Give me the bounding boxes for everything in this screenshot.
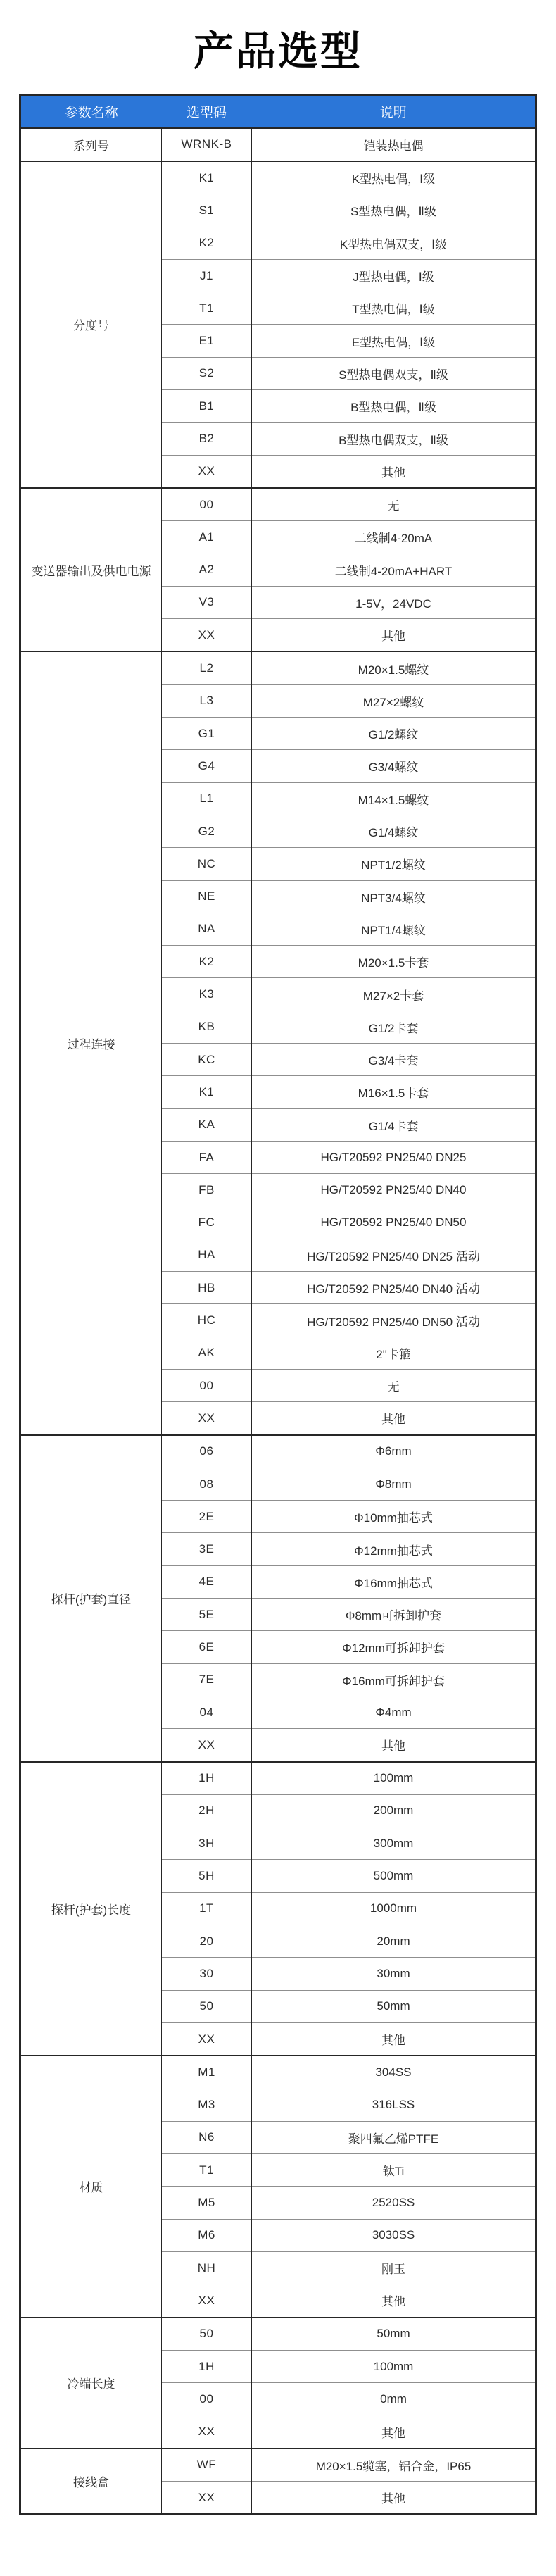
description-cell: M20×1.5螺纹 (252, 651, 536, 684)
description-cell: Φ16mm抽芯式 (252, 1565, 536, 1598)
description-cell: G1/2螺纹 (252, 718, 536, 750)
description-cell: NPT1/4螺纹 (252, 913, 536, 945)
description-cell: K型热电偶，Ⅰ级 (252, 161, 536, 194)
description-cell: M27×2螺纹 (252, 684, 536, 717)
description-cell: Φ10mm抽芯式 (252, 1501, 536, 1533)
description-cell: NPT1/2螺纹 (252, 848, 536, 880)
description-cell: G1/2卡套 (252, 1011, 536, 1043)
description-cell: 1000mm (252, 1892, 536, 1925)
selection-code-cell: KA (162, 1108, 252, 1141)
table-row (20, 488, 536, 521)
selection-code-cell: V3 (162, 586, 252, 618)
table-container (19, 94, 537, 2516)
description-cell: 其他 (252, 2284, 536, 2318)
selection-code-cell: XX (162, 2284, 252, 2318)
description-cell: Φ16mm可拆卸护套 (252, 1663, 536, 1696)
selection-code-cell: FB (162, 1174, 252, 1206)
selection-code-cell: XX (162, 1402, 252, 1435)
description-cell: 无 (252, 1369, 536, 1401)
selection-code-cell: G2 (162, 815, 252, 847)
table-row (20, 1435, 536, 1468)
selection-code-cell: XX (162, 2482, 252, 2515)
description-cell: 3030SS (252, 2219, 536, 2251)
selection-code-cell: M3 (162, 2089, 252, 2121)
table-row (20, 651, 536, 684)
selection-code-cell: 00 (162, 2383, 252, 2415)
selection-code-cell: A1 (162, 521, 252, 554)
description-cell: 二线制4-20mA+HART (252, 554, 536, 586)
selection-code-cell: 1H (162, 1762, 252, 1795)
selection-code-cell: 4E (162, 1565, 252, 1598)
description-cell: 0mm (252, 2383, 536, 2415)
description-cell: 聚四氟乙烯PTFE (252, 2121, 536, 2153)
description-cell: 300mm (252, 1827, 536, 1860)
description-cell: Φ12mm可拆卸护套 (252, 1631, 536, 1663)
selection-code-cell: HB (162, 1272, 252, 1304)
description-cell: G3/4螺纹 (252, 750, 536, 782)
description-cell: Φ8mm可拆卸护套 (252, 1599, 536, 1631)
selection-code-cell: 06 (162, 1435, 252, 1468)
table-row (20, 1762, 536, 1795)
table-row (20, 161, 536, 194)
selection-code-cell: M5 (162, 2187, 252, 2219)
description-cell: 其他 (252, 619, 536, 652)
description-cell: 50mm (252, 2318, 536, 2351)
header-param-name: 参数名称 (20, 94, 162, 128)
description-cell: HG/T20592 PN25/40 DN40 活动 (252, 1272, 536, 1304)
selection-code-cell: 20 (162, 1925, 252, 1958)
description-cell: B型热电偶双支，Ⅱ级 (252, 423, 536, 455)
description-cell: B型热电偶，Ⅱ级 (252, 390, 536, 423)
description-cell: 其他 (252, 2022, 536, 2056)
description-cell: 无 (252, 488, 536, 521)
description-cell: 500mm (252, 1860, 536, 1892)
param-name-cell: 过程连接 (20, 651, 162, 1434)
selection-code-cell: 3H (162, 1827, 252, 1860)
selection-code-cell: XX (162, 455, 252, 488)
page-title: 产品选型 (194, 29, 362, 74)
header-selection-code: 选型码 (162, 94, 252, 128)
description-cell: 100mm (252, 1762, 536, 1795)
selection-code-cell: 5H (162, 1860, 252, 1892)
description-cell: 30mm (252, 1958, 536, 1990)
description-cell: G1/4卡套 (252, 1108, 536, 1141)
table-row (20, 128, 536, 161)
selection-code-cell: B1 (162, 390, 252, 423)
param-name-cell: 系列号 (20, 128, 162, 161)
description-cell: Φ6mm (252, 1435, 536, 1468)
description-cell: NPT3/4螺纹 (252, 880, 536, 913)
description-cell: HG/T20592 PN25/40 DN40 (252, 1174, 536, 1206)
selection-code-cell: KB (162, 1011, 252, 1043)
description-cell: 二线制4-20mA (252, 521, 536, 554)
selection-code-cell: 2H (162, 1794, 252, 1827)
selection-code-cell: T1 (162, 292, 252, 325)
selection-code-cell: FA (162, 1141, 252, 1173)
selection-code-cell: T1 (162, 2154, 252, 2187)
selection-code-cell: K3 (162, 978, 252, 1011)
selection-code-cell: 1T (162, 1892, 252, 1925)
description-cell: E型热电偶，Ⅰ级 (252, 325, 536, 357)
selection-code-cell: XX (162, 2415, 252, 2449)
selection-code-cell: L3 (162, 684, 252, 717)
description-cell: 其他 (252, 1729, 536, 1762)
description-cell: Φ8mm (252, 1468, 536, 1500)
description-cell: S型热电偶双支，Ⅱ级 (252, 357, 536, 389)
selection-code-cell: 6E (162, 1631, 252, 1663)
selection-code-cell: M6 (162, 2219, 252, 2251)
selection-code-cell: E1 (162, 325, 252, 357)
selection-code-cell: 2E (162, 1501, 252, 1533)
description-cell: M16×1.5卡套 (252, 1076, 536, 1108)
selection-code-cell: WF (162, 2449, 252, 2482)
description-cell: K型热电偶双支，Ⅰ级 (252, 227, 536, 259)
selection-code-cell: 7E (162, 1663, 252, 1696)
param-name-cell: 变送器输出及供电电源 (20, 488, 162, 651)
description-cell: 刚玉 (252, 2251, 536, 2284)
description-cell: 其他 (252, 1402, 536, 1435)
description-cell: 其他 (252, 455, 536, 488)
selection-code-cell: K2 (162, 227, 252, 259)
selection-code-cell: 00 (162, 488, 252, 521)
selection-code-cell: L2 (162, 651, 252, 684)
selection-code-cell: B2 (162, 423, 252, 455)
selection-code-cell: M1 (162, 2056, 252, 2089)
selection-code-cell: FC (162, 1206, 252, 1239)
description-cell: 316LSS (252, 2089, 536, 2121)
param-name-cell: 分度号 (20, 161, 162, 488)
description-cell: 铠装热电偶 (252, 128, 536, 161)
param-name-cell: 接线盒 (20, 2449, 162, 2515)
description-cell: J型热电偶，Ⅰ级 (252, 259, 536, 292)
description-cell: G1/4螺纹 (252, 815, 536, 847)
description-cell: HG/T20592 PN25/40 DN25 活动 (252, 1239, 536, 1271)
selection-code-cell: N6 (162, 2121, 252, 2153)
selection-code-cell: K2 (162, 946, 252, 978)
description-cell: M27×2卡套 (252, 978, 536, 1011)
selection-code-cell: 5E (162, 1599, 252, 1631)
description-cell: S型热电偶，Ⅱ级 (252, 194, 536, 227)
description-cell: 2520SS (252, 2187, 536, 2219)
selection-code-cell: XX (162, 2022, 252, 2056)
selection-code-cell: AK (162, 1337, 252, 1369)
description-cell: M14×1.5螺纹 (252, 782, 536, 815)
selection-code-cell: WRNK-B (162, 128, 252, 161)
selection-code-cell: S2 (162, 357, 252, 389)
selection-code-cell: J1 (162, 259, 252, 292)
description-cell: 1-5V，24VDC (252, 586, 536, 618)
table-header-row (20, 94, 536, 128)
selection-code-cell: 30 (162, 1958, 252, 1990)
param-name-cell: 冷端长度 (20, 2318, 162, 2449)
selection-code-cell: XX (162, 619, 252, 652)
description-cell: HG/T20592 PN25/40 DN50 (252, 1206, 536, 1239)
selection-code-cell: K1 (162, 161, 252, 194)
selection-code-cell: L1 (162, 782, 252, 815)
description-cell: Φ12mm抽芯式 (252, 1533, 536, 1565)
selection-code-cell: 00 (162, 1369, 252, 1401)
description-cell: T型热电偶，Ⅰ级 (252, 292, 536, 325)
param-name-cell: 探杆(护套)直径 (20, 1435, 162, 1762)
selection-code-cell: 50 (162, 2318, 252, 2351)
selection-code-cell: HA (162, 1239, 252, 1271)
description-cell: 50mm (252, 1990, 536, 2022)
description-cell: M20×1.5卡套 (252, 946, 536, 978)
selection-code-cell: A2 (162, 554, 252, 586)
selection-code-cell: G1 (162, 718, 252, 750)
description-cell: 其他 (252, 2415, 536, 2449)
description-cell: 200mm (252, 1794, 536, 1827)
selection-table-body (20, 128, 536, 2515)
selection-code-cell: K1 (162, 1076, 252, 1108)
description-cell: 钛Ti (252, 2154, 536, 2187)
selection-code-cell: 50 (162, 1990, 252, 2022)
description-cell: G3/4卡套 (252, 1044, 536, 1076)
selection-code-cell: KC (162, 1044, 252, 1076)
param-name-cell: 探杆(护套)长度 (20, 1762, 162, 2056)
selection-code-cell: XX (162, 1729, 252, 1762)
selection-code-cell: 08 (162, 1468, 252, 1500)
description-cell: HG/T20592 PN25/40 DN25 (252, 1141, 536, 1173)
selection-code-cell: HC (162, 1304, 252, 1337)
selection-code-cell: 1H (162, 2350, 252, 2382)
selection-code-cell: 3E (162, 1533, 252, 1565)
selection-code-cell: NH (162, 2251, 252, 2284)
selection-code-cell: NA (162, 913, 252, 945)
description-cell: HG/T20592 PN25/40 DN50 活动 (252, 1304, 536, 1337)
description-cell: 20mm (252, 1925, 536, 1958)
table-row (20, 2449, 536, 2482)
selection-code-cell: NE (162, 880, 252, 913)
product-selection-table (19, 94, 537, 2516)
description-cell: 2"卡箍 (252, 1337, 536, 1369)
param-name-cell: 材质 (20, 2056, 162, 2317)
description-cell: M20×1.5缆塞，铝合金，IP65 (252, 2449, 536, 2482)
table-row (20, 2318, 536, 2351)
table-row (20, 2056, 536, 2089)
selection-code-cell: G4 (162, 750, 252, 782)
description-cell: 100mm (252, 2350, 536, 2382)
selection-code-cell: S1 (162, 194, 252, 227)
selection-code-cell: NC (162, 848, 252, 880)
selection-code-cell: 04 (162, 1696, 252, 1728)
description-cell: 其他 (252, 2482, 536, 2515)
description-cell: 304SS (252, 2056, 536, 2089)
header-description: 说明 (252, 94, 536, 128)
description-cell: Φ4mm (252, 1696, 536, 1728)
